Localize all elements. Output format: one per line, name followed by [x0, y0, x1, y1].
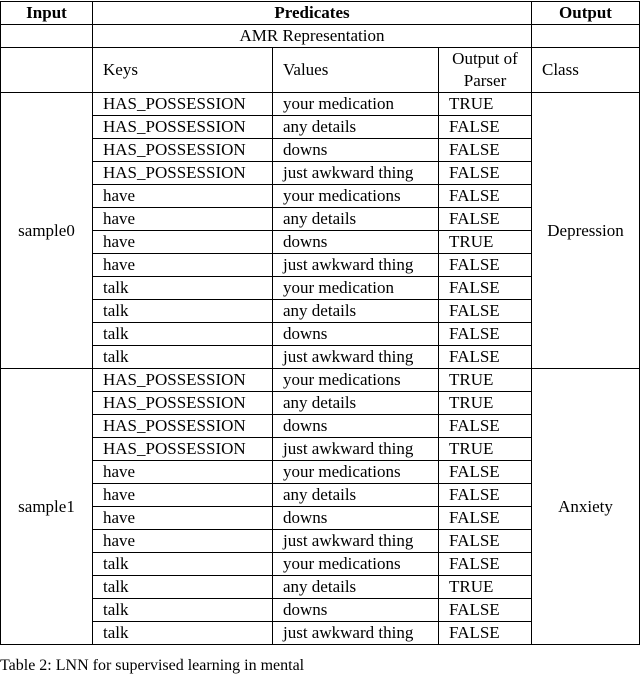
- key-cell: talk: [93, 323, 273, 346]
- parser-output-cell: FALSE: [439, 300, 532, 323]
- value-cell: your medication: [273, 93, 439, 116]
- key-cell: talk: [93, 300, 273, 323]
- parser-output-cell: FALSE: [439, 185, 532, 208]
- parser-output-cell: TRUE: [439, 93, 532, 116]
- input-sample-cell: sample1: [1, 369, 93, 645]
- value-cell: any details: [273, 484, 439, 507]
- key-cell: have: [93, 208, 273, 231]
- value-cell: just awkward thing: [273, 530, 439, 553]
- parser-output-cell: FALSE: [439, 208, 532, 231]
- keys-header: Keys: [93, 48, 273, 93]
- parser-output-cell: TRUE: [439, 438, 532, 461]
- parser-output-cell: FALSE: [439, 415, 532, 438]
- class-header: Class: [532, 48, 640, 93]
- parser-output-cell: TRUE: [439, 369, 532, 392]
- parser-output-cell: FALSE: [439, 323, 532, 346]
- parser-output-cell: FALSE: [439, 277, 532, 300]
- output-of-parser-line1: Output of: [452, 49, 518, 68]
- parser-output-cell: FALSE: [439, 346, 532, 369]
- value-cell: downs: [273, 507, 439, 530]
- key-cell: HAS_POSSESSION: [93, 369, 273, 392]
- output-header: Output: [532, 2, 640, 25]
- table-body: [1, 93, 640, 645]
- value-cell: just awkward thing: [273, 162, 439, 185]
- value-cell: your medication: [273, 277, 439, 300]
- key-cell: have: [93, 254, 273, 277]
- table-row: [1, 369, 640, 392]
- parser-output-cell: FALSE: [439, 622, 532, 645]
- key-cell: talk: [93, 622, 273, 645]
- value-cell: just awkward thing: [273, 438, 439, 461]
- empty-header-cell: [532, 25, 640, 48]
- key-cell: have: [93, 461, 273, 484]
- value-cell: downs: [273, 415, 439, 438]
- amr-results-table: [0, 1, 640, 645]
- parser-output-cell: FALSE: [439, 254, 532, 277]
- key-cell: HAS_POSSESSION: [93, 415, 273, 438]
- value-cell: just awkward thing: [273, 622, 439, 645]
- key-cell: have: [93, 185, 273, 208]
- table-row: [1, 93, 640, 116]
- parser-output-cell: FALSE: [439, 484, 532, 507]
- value-cell: any details: [273, 300, 439, 323]
- key-cell: talk: [93, 277, 273, 300]
- value-cell: downs: [273, 599, 439, 622]
- value-cell: your medications: [273, 553, 439, 576]
- key-cell: have: [93, 231, 273, 254]
- key-cell: have: [93, 530, 273, 553]
- empty-header-cell: [1, 25, 93, 48]
- parser-output-cell: TRUE: [439, 392, 532, 415]
- value-cell: just awkward thing: [273, 254, 439, 277]
- empty-header-cell: [1, 48, 93, 93]
- parser-output-cell: FALSE: [439, 507, 532, 530]
- output-of-parser-header: [439, 48, 532, 93]
- key-cell: HAS_POSSESSION: [93, 116, 273, 139]
- key-cell: talk: [93, 599, 273, 622]
- header-row-columns: [1, 48, 640, 93]
- key-cell: talk: [93, 553, 273, 576]
- value-cell: any details: [273, 392, 439, 415]
- values-header: Values: [273, 48, 439, 93]
- parser-output-cell: TRUE: [439, 576, 532, 599]
- class-output-cell: Depression: [532, 93, 640, 369]
- parser-output-cell: FALSE: [439, 461, 532, 484]
- value-cell: your medications: [273, 369, 439, 392]
- class-output-cell: Anxiety: [532, 369, 640, 645]
- predicates-header: Predicates: [93, 2, 532, 25]
- parser-output-cell: FALSE: [439, 162, 532, 185]
- parser-output-cell: FALSE: [439, 139, 532, 162]
- value-cell: any details: [273, 576, 439, 599]
- input-header: Input: [1, 2, 93, 25]
- header-row-main: [1, 2, 640, 25]
- parser-output-cell: FALSE: [439, 530, 532, 553]
- parser-output-cell: FALSE: [439, 116, 532, 139]
- parser-output-cell: FALSE: [439, 553, 532, 576]
- parser-output-cell: TRUE: [439, 231, 532, 254]
- parser-output-cell: FALSE: [439, 599, 532, 622]
- header-row-amr: [1, 25, 640, 48]
- key-cell: talk: [93, 576, 273, 599]
- amr-representation-header: AMR Representation: [93, 25, 532, 48]
- key-cell: HAS_POSSESSION: [93, 438, 273, 461]
- value-cell: your medications: [273, 461, 439, 484]
- key-cell: HAS_POSSESSION: [93, 139, 273, 162]
- key-cell: have: [93, 484, 273, 507]
- key-cell: HAS_POSSESSION: [93, 162, 273, 185]
- value-cell: your medications: [273, 185, 439, 208]
- value-cell: downs: [273, 139, 439, 162]
- value-cell: any details: [273, 116, 439, 139]
- key-cell: have: [93, 507, 273, 530]
- key-cell: HAS_POSSESSION: [93, 392, 273, 415]
- value-cell: just awkward thing: [273, 346, 439, 369]
- output-of-parser-line2: Parser: [463, 71, 507, 90]
- input-sample-cell: sample0: [1, 93, 93, 369]
- key-cell: HAS_POSSESSION: [93, 93, 273, 116]
- value-cell: downs: [273, 323, 439, 346]
- key-cell: talk: [93, 346, 273, 369]
- value-cell: any details: [273, 208, 439, 231]
- table-caption: Table 2: LNN for supervised learning in mental: [0, 657, 305, 674]
- value-cell: downs: [273, 231, 439, 254]
